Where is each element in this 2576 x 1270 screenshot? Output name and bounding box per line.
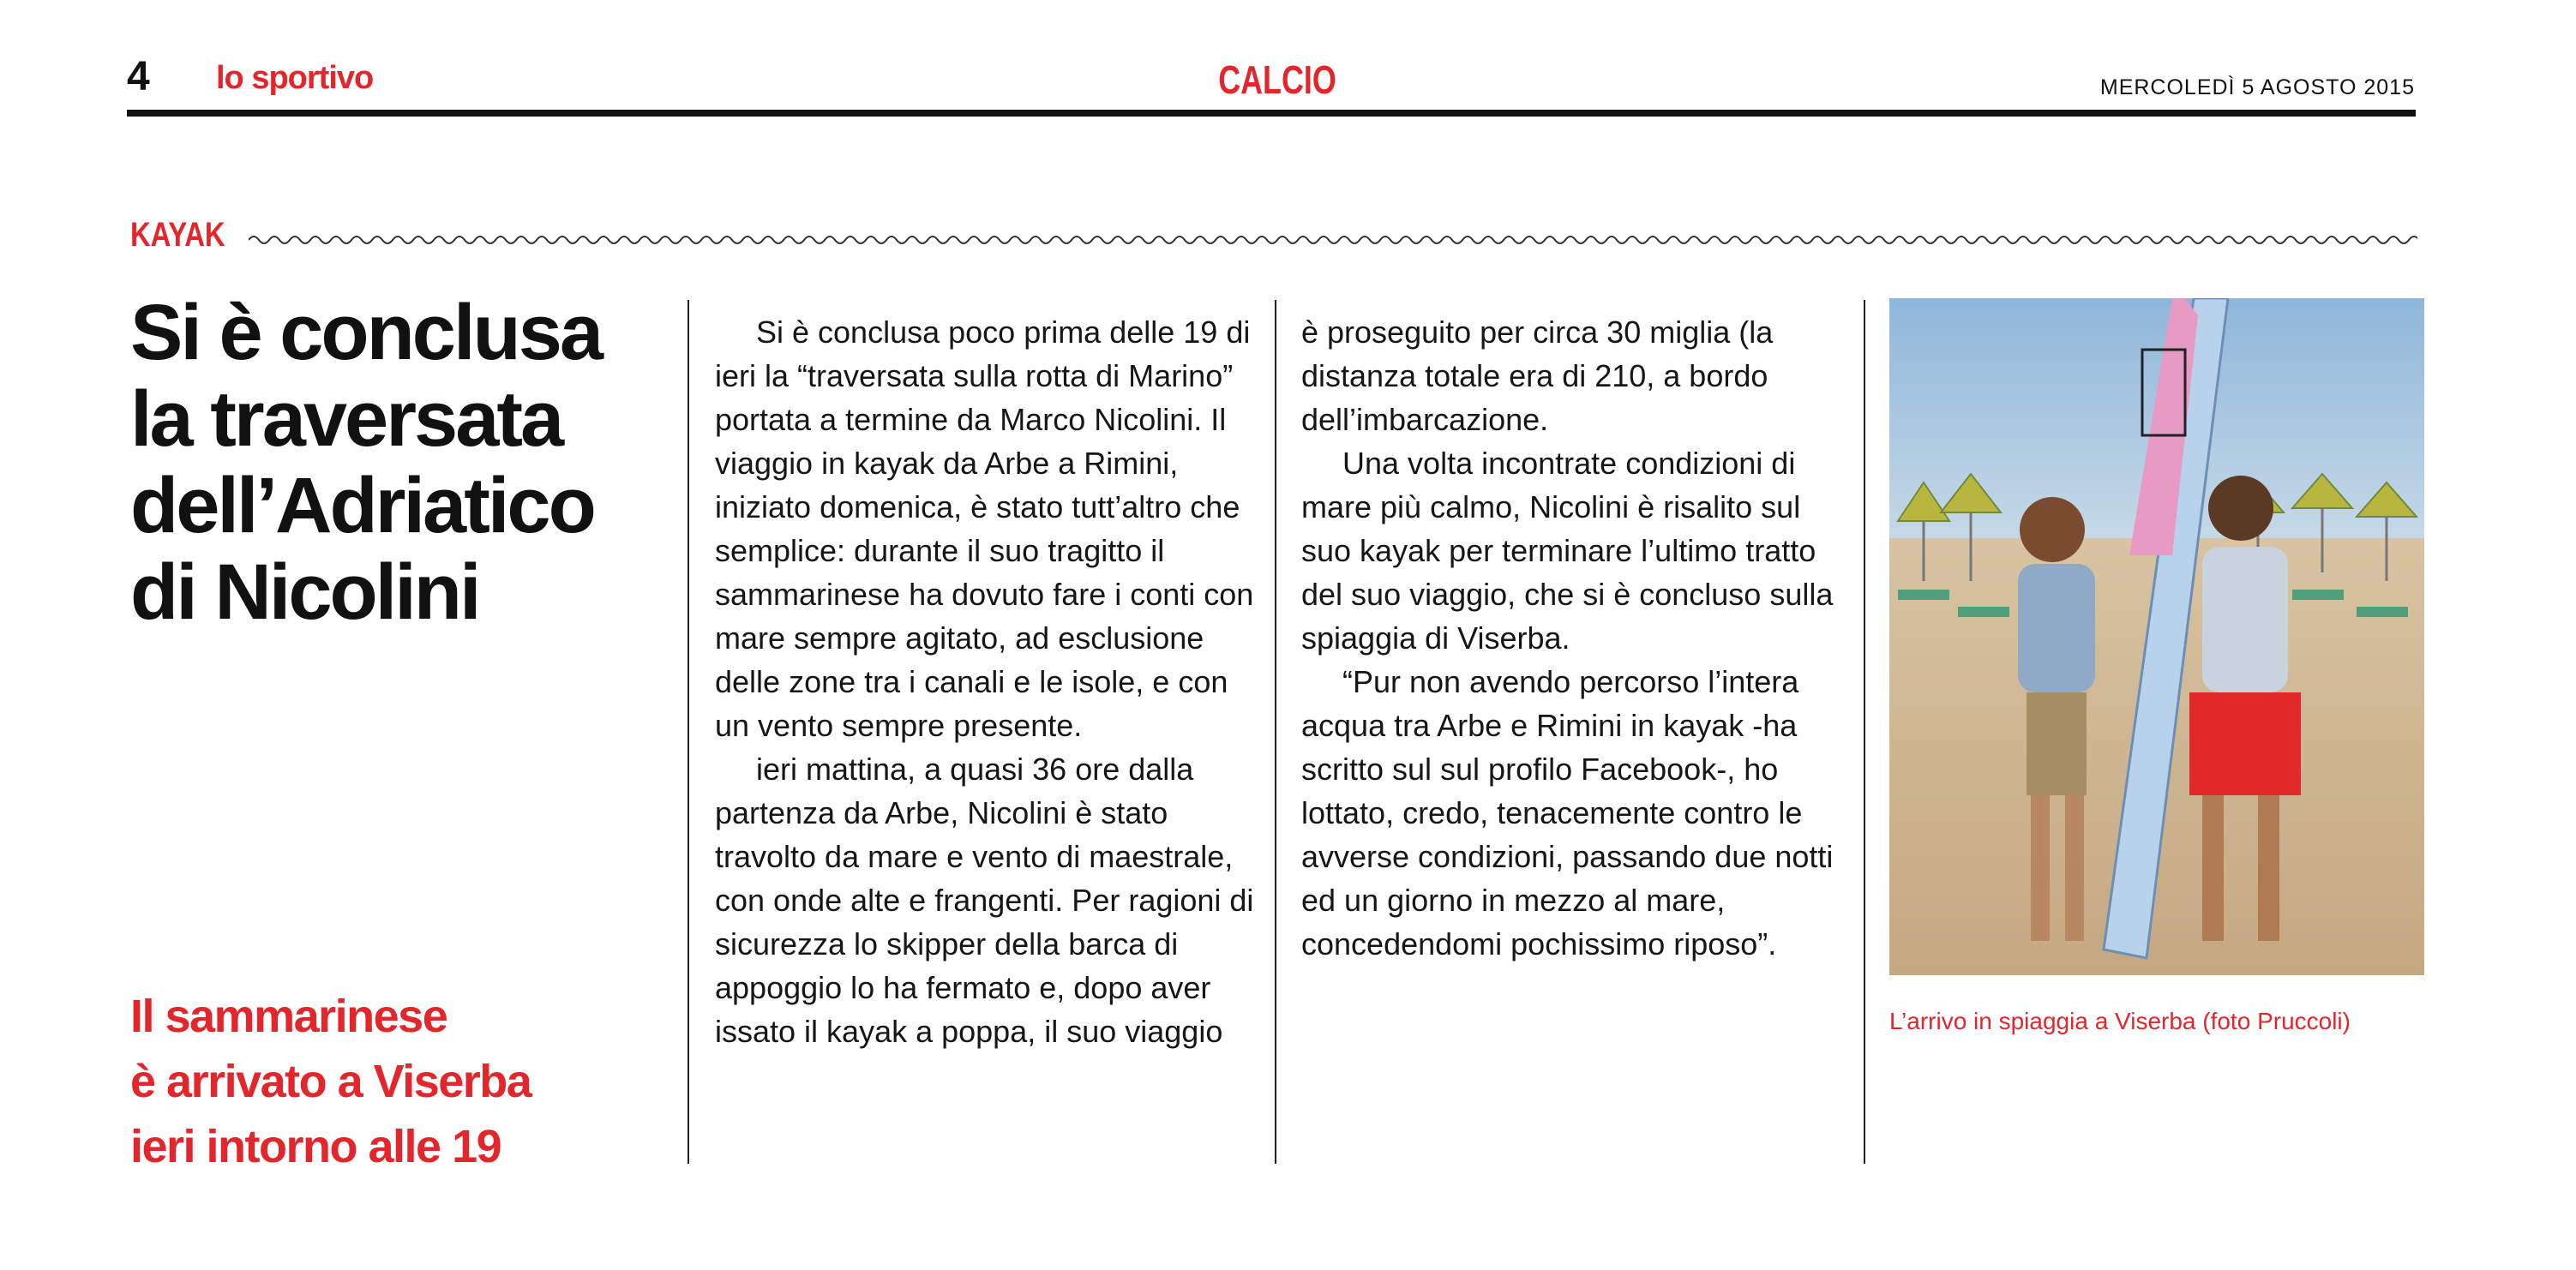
wavy-divider (249, 231, 2417, 249)
subhead-line: ieri intorno alle 19 (130, 1121, 501, 1172)
article-subhead (130, 984, 679, 1179)
column-rule (1275, 300, 1276, 1164)
article-kicker: KAYAK (130, 216, 225, 254)
page-number: 4 (127, 54, 150, 99)
article-photo (1889, 298, 2424, 975)
section-title: CALCIO (1218, 57, 1336, 102)
body-paragraph: “Pur non avendo percorso l’intera acqua tra Arbe e Rimini in kayak -ha scritto sul sul profilo Facebook-, ho lottato, credo, tenacemente contro le avverse condizioni, passando due notti ed un giorno in mezzo al mare, concedendomi pochissimo riposo”. (1301, 664, 1834, 961)
body-column-1 (715, 310, 1255, 1053)
headline-line: Si è conclusa (130, 289, 602, 376)
headline-line: di Nicolini (130, 548, 479, 636)
header-rule (127, 110, 2416, 117)
body-paragraph: Una volta incontrate condizioni di mare più calmo, Nicolini è risalito sul suo kayak per terminare l’ultimo tratto del suo viaggio, che si è concluso sulla spiaggia di Viserba. (1301, 446, 1834, 656)
publication-brand: lo sportivo (216, 60, 374, 96)
body-paragraph: ieri mattina, a quasi 36 ore dalla partenza da Arbe, Nicolini è stato travolto da mare e vento di maestrale, con onde alte e frangenti. Per ragioni di sicurezza lo skipper della barca di appoggio lo ha fermato e, dopo aver issato il kayak a poppa, il suo viaggio (715, 752, 1254, 1049)
issue-date: MERCOLEDÌ 5 AGOSTO 2015 (2099, 75, 2415, 99)
subhead-line: Il sammarinese (130, 991, 447, 1042)
article-headline (130, 290, 679, 636)
beach-kayak-photo (1889, 298, 2424, 975)
column-rule (688, 300, 689, 1164)
subhead-line: è arrivato a Viserba (130, 1056, 531, 1107)
photo-caption: L’arrivo in spiaggia a Viserba (foto Pruccoli) (1889, 1008, 2351, 1034)
headline-line: la traversata (130, 375, 562, 463)
body-column-2 (1301, 310, 1850, 966)
column-rule (1864, 300, 1865, 1164)
headline-line: dell’Adriatico (130, 462, 594, 549)
body-paragraph: è proseguito per circa 30 miglia (la distanza totale era di 210, a bordo dell’imbarcazione. (1301, 315, 1774, 437)
body-paragraph: Si è conclusa poco prima delle 19 di ieri la “traversata sulla rotta di Marino” portata a termine da Marco Nicolini. Il viaggio in kayak da Arbe a Rimini, iniziato domenica, è stato tutt’altro che semplice: durante il suo tragitto il sammarinese ha dovuto fare i conti con mare sempre agitato, ad esclusione delle zone tra i canali e le isole, e con un vento sempre presente. (715, 315, 1254, 743)
